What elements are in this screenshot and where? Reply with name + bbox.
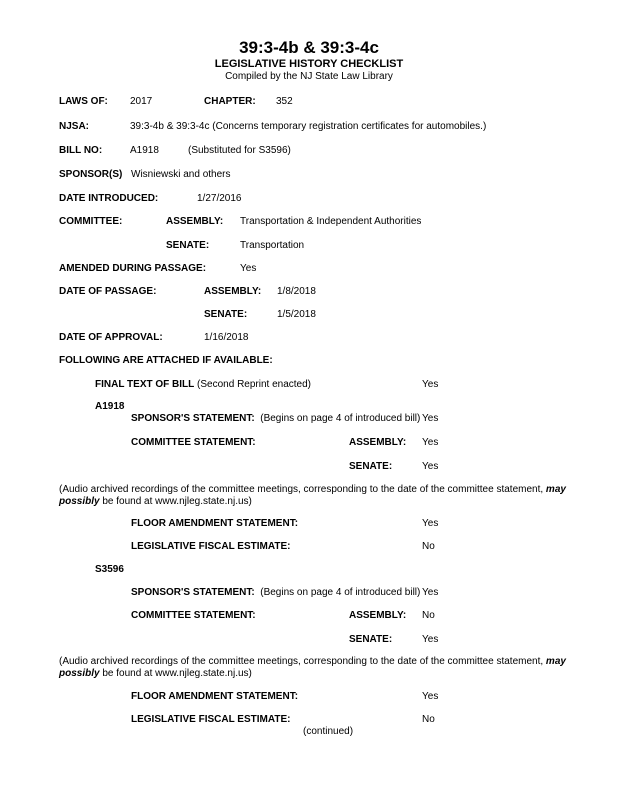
a1918-committee-label: COMMITTEE STATEMENT: bbox=[131, 437, 256, 448]
amended-value: Yes bbox=[240, 263, 257, 274]
a1918-audio-post: be found at www.njleg.state.nj.us) bbox=[99, 496, 252, 507]
chapter-value: 352 bbox=[276, 96, 293, 107]
a1918-sponsor-note: (Begins on page 4 of introduced bill) bbox=[260, 413, 421, 424]
s3596-heading: S3596 bbox=[95, 564, 124, 575]
a1918-senate-value: Yes bbox=[422, 461, 439, 472]
a1918-sponsor-value: Yes bbox=[422, 413, 439, 424]
s3596-audio-pre: (Audio archived recordings of the committee meetings, corresponding to the date of the committee statement, bbox=[59, 656, 546, 667]
final-text-label: FINAL TEXT OF BILL bbox=[95, 379, 195, 390]
a1918-floor-value: Yes bbox=[422, 518, 439, 529]
committee-senate-value: Transportation bbox=[240, 240, 305, 251]
continued-note: (continued) bbox=[303, 726, 354, 737]
date-of-passage-label: DATE OF PASSAGE: bbox=[59, 286, 157, 297]
amended-label: AMENDED DURING PASSAGE: bbox=[59, 263, 207, 274]
a1918-fiscal-value: No bbox=[422, 541, 435, 552]
committee-label: COMMITTEE: bbox=[59, 216, 123, 227]
bill-no-note: (Substituted for S3596) bbox=[188, 145, 291, 156]
attached-heading: FOLLOWING ARE ATTACHED IF AVAILABLE: bbox=[59, 355, 273, 366]
bill-no-value: A1918 bbox=[130, 145, 159, 156]
sponsors-value: Wisniewski and others bbox=[131, 169, 231, 180]
s3596-sponsor-label: SPONSOR'S STATEMENT: bbox=[131, 587, 255, 598]
a1918-audio-pre: (Audio archived recordings of the committee meetings, corresponding to the date of the committee statement, bbox=[59, 484, 546, 495]
final-text-value: Yes bbox=[422, 379, 439, 390]
passage-assembly-label: ASSEMBLY: bbox=[204, 286, 262, 297]
a1918-senate-label: SENATE: bbox=[349, 461, 393, 472]
njsa-label: NJSA: bbox=[59, 121, 90, 132]
date-of-approval-value: 1/16/2018 bbox=[204, 332, 249, 343]
a1918-fiscal-label: LEGISLATIVE FISCAL ESTIMATE: bbox=[131, 541, 291, 552]
s3596-audio-note bbox=[59, 656, 604, 680]
s3596-fiscal-label: LEGISLATIVE FISCAL ESTIMATE: bbox=[131, 714, 291, 725]
s3596-senate-value: Yes bbox=[422, 634, 439, 645]
page-title: 39:3-4b & 39:3-4c bbox=[239, 38, 379, 57]
s3596-audio-post: be found at www.njleg.state.nj.us) bbox=[99, 668, 252, 679]
njsa-value: 39:3-4b & 39:3-4c (Concerns temporary registration certificates for automobiles.) bbox=[130, 121, 487, 132]
s3596-sponsor-value: Yes bbox=[422, 587, 439, 598]
s3596-sponsor-row bbox=[131, 587, 420, 599]
final-text-note: (Second Reprint enacted) bbox=[197, 379, 312, 390]
a1918-floor-label: FLOOR AMENDMENT STATEMENT: bbox=[131, 518, 299, 529]
s3596-audio-em: may possibly bbox=[59, 656, 566, 679]
a1918-sponsor-label: SPONSOR'S STATEMENT: bbox=[131, 413, 255, 424]
date-of-approval-label: DATE OF APPROVAL: bbox=[59, 332, 163, 343]
final-text-row bbox=[95, 379, 311, 391]
committee-assembly-value: Transportation & Independent Authorities bbox=[240, 216, 422, 227]
bill-no-label: BILL NO: bbox=[59, 145, 103, 156]
a1918-sponsor-row bbox=[131, 413, 420, 425]
date-introduced-label: DATE INTRODUCED: bbox=[59, 193, 159, 204]
a1918-audio-note bbox=[59, 484, 604, 508]
committee-assembly-label: ASSEMBLY: bbox=[166, 216, 224, 227]
sponsors-label: SPONSOR(S) bbox=[59, 169, 123, 180]
laws-of-value: 2017 bbox=[130, 96, 153, 107]
a1918-heading: A1918 bbox=[95, 401, 125, 412]
laws-of-label: LAWS OF: bbox=[59, 96, 108, 107]
s3596-committee-label: COMMITTEE STATEMENT: bbox=[131, 610, 256, 621]
s3596-fiscal-value: No bbox=[422, 714, 435, 725]
committee-senate-label: SENATE: bbox=[166, 240, 210, 251]
date-introduced-value: 1/27/2016 bbox=[197, 193, 242, 204]
s3596-assembly-value: No bbox=[422, 610, 435, 621]
s3596-sponsor-note: (Begins on page 4 of introduced bill) bbox=[260, 587, 421, 598]
compiled-by: Compiled by the NJ State Law Library bbox=[225, 71, 393, 82]
s3596-assembly-label: ASSEMBLY: bbox=[349, 610, 407, 621]
s3596-floor-label: FLOOR AMENDMENT STATEMENT: bbox=[131, 691, 299, 702]
passage-senate-label: SENATE: bbox=[204, 309, 248, 320]
passage-assembly-value: 1/8/2018 bbox=[277, 286, 316, 297]
page-subtitle: LEGISLATIVE HISTORY CHECKLIST bbox=[214, 58, 404, 70]
a1918-assembly-value: Yes bbox=[422, 437, 439, 448]
s3596-floor-value: Yes bbox=[422, 691, 439, 702]
passage-senate-value: 1/5/2018 bbox=[277, 309, 316, 320]
a1918-assembly-label: ASSEMBLY: bbox=[349, 437, 407, 448]
chapter-label: CHAPTER: bbox=[204, 96, 256, 107]
a1918-audio-em: may possibly bbox=[59, 484, 566, 507]
s3596-senate-label: SENATE: bbox=[349, 634, 393, 645]
